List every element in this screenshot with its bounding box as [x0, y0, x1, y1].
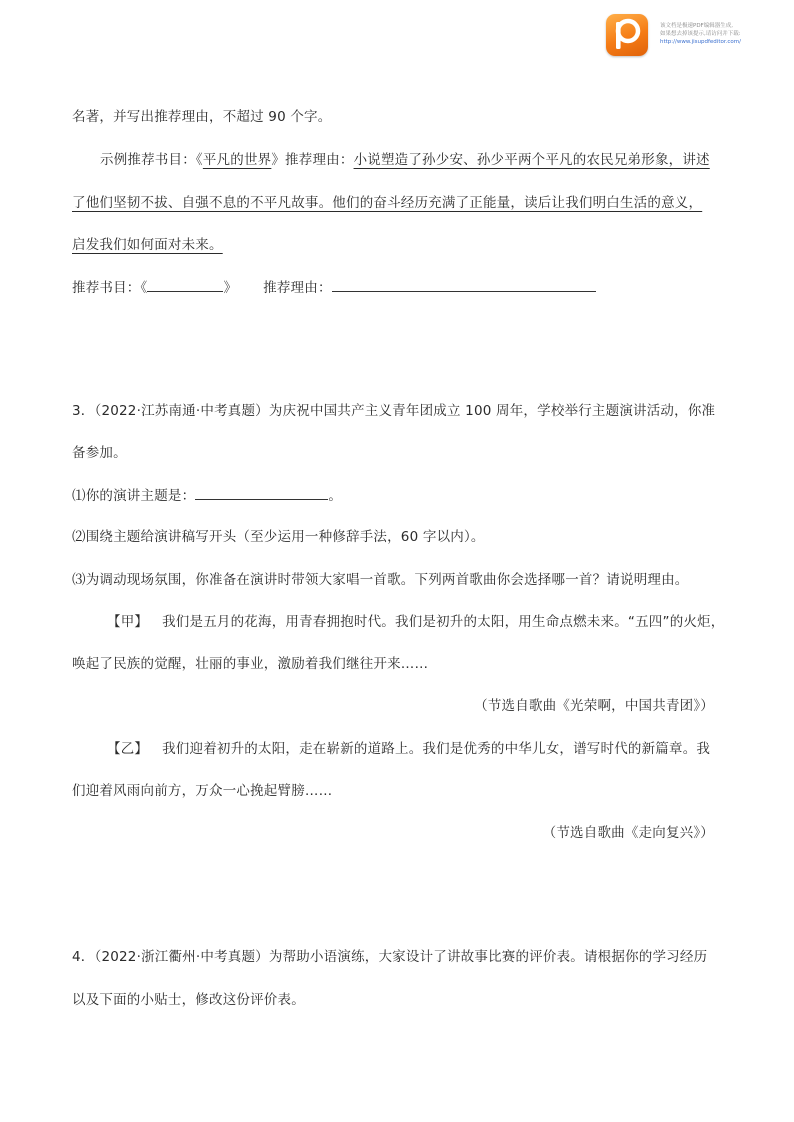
q3-jia-tag: 【甲】 [107, 614, 149, 630]
p-letter-icon [606, 14, 648, 56]
answer-book-close: 》 [223, 280, 238, 296]
q3-jia-line-1 [107, 612, 725, 632]
q3-yi-line-2: 们迎着风雨向前方，万众一心挽起臂膀…… [72, 783, 333, 799]
q2-example-line-3 [72, 235, 223, 255]
q3-jia-source: （节选自歌曲《光荣啊，中国共青团》） [474, 698, 714, 714]
q3-sub1-end: 。 [328, 488, 343, 504]
q2-instruction: 名著，并写出推荐理由，不超过 90 个字。 [72, 109, 332, 125]
pdf-editor-logo [606, 14, 648, 56]
q3-stem-line-2: 备参加。 [72, 445, 127, 461]
example-mid: 》推荐理由： [271, 152, 354, 168]
answer-book-label: 推荐书目：《 [72, 280, 148, 296]
example-reason-3: 启发我们如何面对未来。 [72, 237, 223, 253]
q3-yi-source: （节选自歌曲《走向复兴》） [542, 825, 714, 841]
answer-reason-blank[interactable] [332, 277, 596, 292]
q3-sub1-label: ⑴你的演讲主题是： [72, 488, 196, 504]
q3-yi-tag: 【乙】 [107, 741, 149, 757]
q4-stem-line-1: 4．（2022·浙江衢州·中考真题）为帮助小语演练，大家设计了讲故事比赛的评价表。请根据你的学习经历 [72, 949, 708, 965]
watermark-line-2: 如果想去掉该提示,请访问并下载: [660, 31, 741, 37]
q3-yi-text-1: 我们迎着初升的太阳，走在崭新的道路上。我们是优秀的中华儿女，谱写时代的新篇章。我 [162, 741, 711, 757]
q3-jia-line-2: 唤起了民族的觉醒，壮丽的事业，激励着我们继往开来…… [72, 656, 429, 672]
q3-yi-line-1 [107, 739, 710, 759]
q4-stem-line-2: 以及下面的小贴士，修改这份评价表。 [72, 992, 305, 1008]
q3-sub3: ⑶为调动现场氛围，你准备在演讲时带领大家唱一首歌。下列两首歌曲你会选择哪一首？请说明理由。 [72, 572, 689, 588]
example-prefix: 示例推荐书目：《 [100, 152, 203, 168]
watermark-notice [660, 22, 741, 46]
q2-example-line-2 [72, 193, 702, 213]
q3-sub1 [72, 485, 342, 506]
q3-stem-line-1: 3．（2022·江苏南通·中考真题）为庆祝中国共产主义青年团成立 100 周年，学校举行主题演讲活动，你准 [72, 403, 716, 419]
q3-jia-text-1: 我们是五月的花海，用青春拥抱时代。我们是初升的太阳，用生命点燃未来。“五四”的火炬， [162, 614, 725, 630]
q3-sub1-blank[interactable] [195, 485, 328, 500]
answer-reason-label: 推荐理由： [263, 280, 332, 296]
watermark-link[interactable]: http://www.jisupdfeditor.com/ [660, 39, 741, 45]
q2-example-line-1 [100, 150, 710, 170]
example-reason-2: 了他们坚韧不拔、自强不息的不平凡故事。他们的奋斗经历充满了正能量，读后让我们明白生活的意义， [72, 195, 703, 211]
example-book: 平凡的世界 [202, 152, 272, 168]
answer-book-blank[interactable] [147, 277, 223, 292]
watermark-line-1: 该文档是极速PDF编辑器生成, [660, 23, 733, 29]
q2-answer-line [72, 277, 596, 298]
example-reason-1: 小说塑造了孙少安、孙少平两个平凡的农民兄弟形象，讲述 [353, 152, 710, 168]
q3-sub2: ⑵围绕主题给演讲稿写开头（至少运用一种修辞手法，60 字以内）。 [72, 529, 485, 545]
